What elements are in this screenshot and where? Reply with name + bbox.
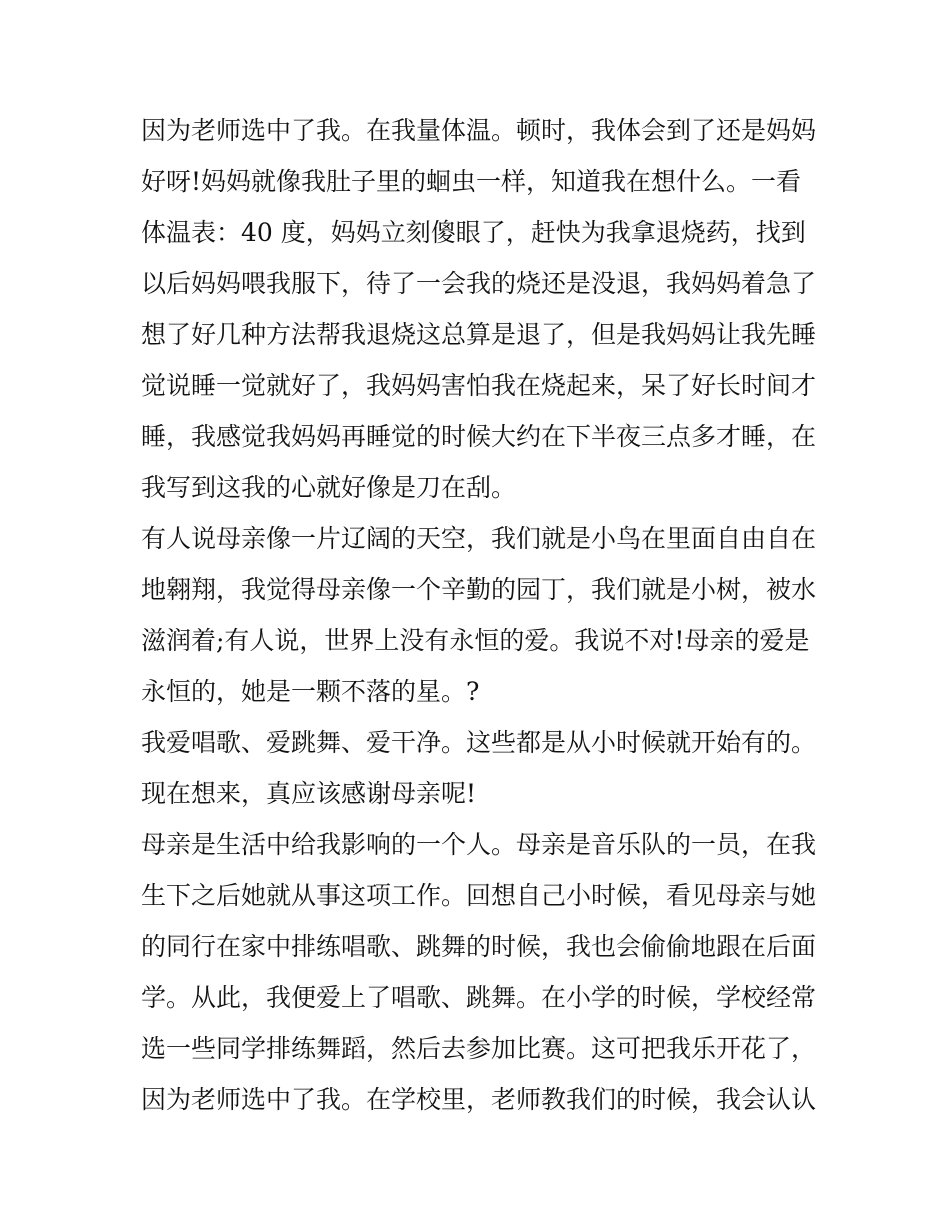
- text-line: 选一些同学排练舞蹈，然后去参加比赛。这可把我乐开花了，: [141, 1034, 817, 1063]
- text-line: 觉说睡一觉就好了，我妈妈害怕我在烧起来，呆了好长时间才: [141, 371, 817, 400]
- text-line: 体温表：40 度，妈妈立刻傻眼了，赶快为我拿退烧药，找到: [141, 218, 806, 247]
- text-line: 我写到这我的心就好像是刀在刮。: [141, 473, 517, 502]
- text-line: 滋润着;有人说，世界上没有永恒的爱。我说不对!母亲的爱是: [141, 626, 810, 655]
- text-line: 地翱翔，我觉得母亲像一个辛勤的园丁，我们就是小树，被水: [141, 575, 817, 604]
- text-line: 想了好几种方法帮我退烧这总算是退了，但是我妈妈让我先睡: [141, 320, 817, 349]
- text-line: 学。从此，我便爱上了唱歌、跳舞。在小学的时候，学校经常: [141, 983, 817, 1012]
- text-line: 有人说母亲像一片辽阔的天空，我们就是小鸟在里面自由自在: [141, 524, 817, 553]
- text-line: 的同行在家中排练唱歌、跳舞的时候，我也会偷偷地跟在后面: [141, 932, 817, 961]
- text-line: 好呀!妈妈就像我肚子里的蛔虫一样，知道我在想什么。一看: [141, 167, 802, 196]
- text-line: 睡，我感觉我妈妈再睡觉的时候大约在下半夜三点多才睡，在: [141, 422, 817, 451]
- text-line: 生下之后她就从事这项工作。回想自己小时候，看见母亲与她: [141, 881, 817, 910]
- text-line: 我爱唱歌、爱跳舞、爱干净。这些都是从小时候就开始有的。: [141, 728, 817, 757]
- text-line: 永恒的，她是一颗不落的星。?: [141, 677, 480, 706]
- text-line: 以后妈妈喂我服下，待了一会我的烧还是没退，我妈妈着急了: [141, 269, 817, 298]
- text-line: 现在想来，真应该感谢母亲呢!: [141, 779, 477, 808]
- text-line: 因为老师选中了我。在我量体温。顿时，我体会到了还是妈妈: [141, 116, 817, 145]
- body-text: [141, 105, 821, 1125]
- text-line: 因为老师选中了我。在学校里，老师教我们的时候，我会认认: [141, 1085, 817, 1114]
- text-line: 母亲是生活中给我影响的一个人。母亲是音乐队的一员，在我: [141, 830, 817, 859]
